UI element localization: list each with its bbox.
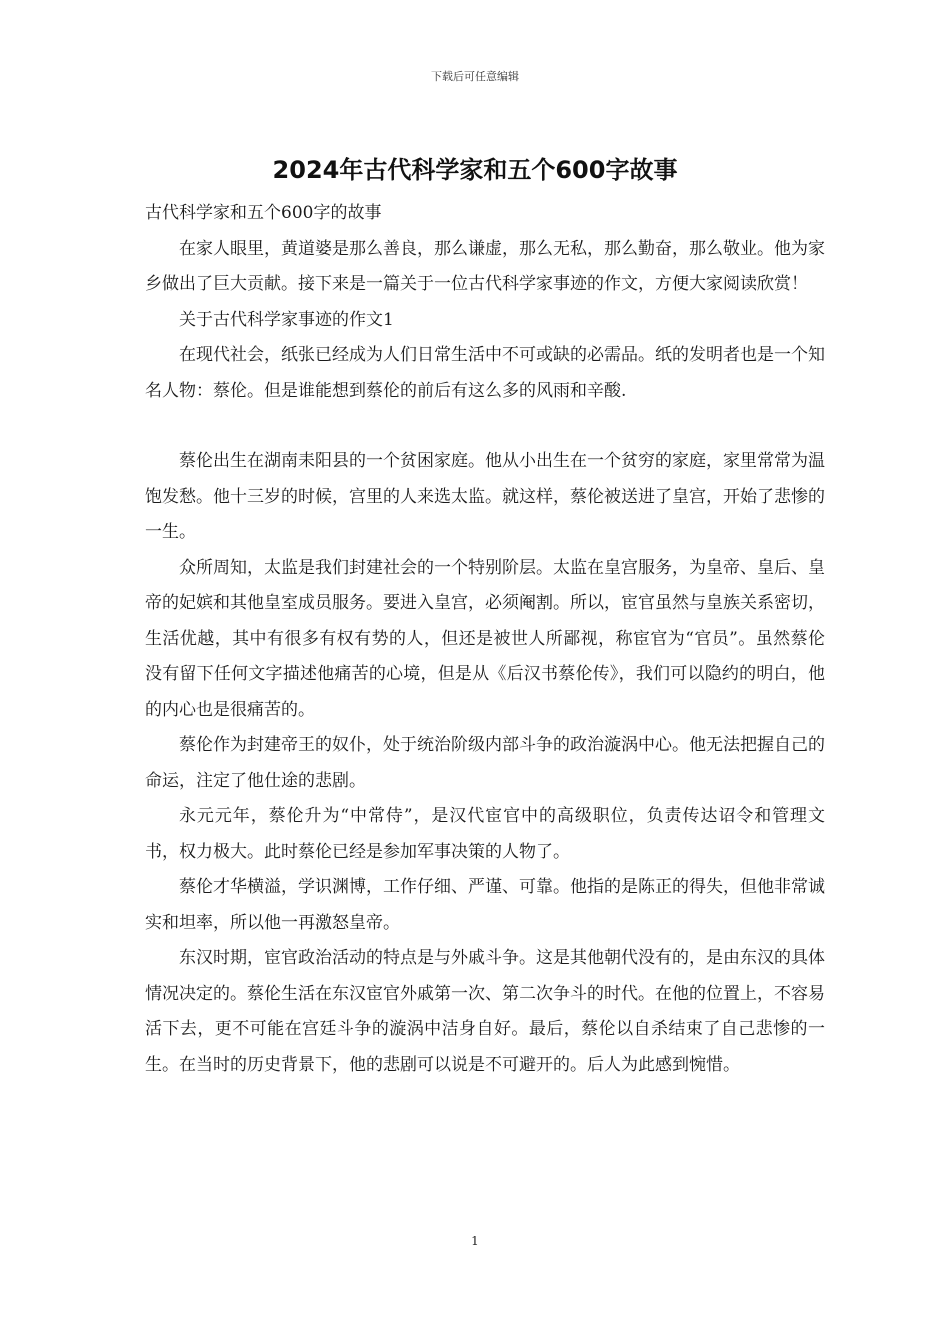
subtitle: 古代科学家和五个600字的故事 bbox=[145, 203, 382, 223]
section-heading: 关于古代科学家事迹的作文1 bbox=[179, 309, 394, 330]
header-note: 下载后可任意编辑 bbox=[431, 70, 519, 83]
body-paragraph: 众所周知，太监是我们封建社会的一个特别阶层。太监在皇宫服务，为皇帝、皇后、皇帝的妃嫔和其他皇室成员服务。要进入皇宫，必须阉割。所以，宦官虽然与皇族关系密切，生活优越，其中有很多有权有势的人，但还是被世人所鄙视，称宦官为“官员”。虽然蔡伦没有留下任何文字描述他痛苦的心境，但是从《后汉书蔡伦传》，我们可以隐约的明白，他的内心也是很痛苦的。 bbox=[145, 557, 825, 720]
body-paragraph: 蔡伦才华横溢，学识渊博，工作仔细、严谨、可靠。他指的是陈正的得失，但他非常诚实和坦率，所以他一再激怒皇帝。 bbox=[145, 877, 825, 933]
document-title: 2024年古代科学家和五个600字故事 bbox=[272, 156, 678, 184]
paragraph-first: 在现代社会，纸张已经成为人们日常生活中不可或缺的必需品。纸的发明者也是一个知名人物：蔡伦。但是谁能想到蔡伦的前后有这么多的风雨和辛酸. bbox=[145, 345, 825, 401]
page-number: 1 bbox=[471, 1234, 479, 1248]
intro-paragraph: 在家人眼里，黄道婆是那么善良，那么谦虚，那么无私，那么勤奋，那么敬业。他为家乡做出了巨大贡献。接下来是一篇关于一位古代科学家事迹的作文，方便大家阅读欣赏！ bbox=[145, 238, 825, 294]
document-body bbox=[145, 196, 825, 1083]
body-paragraph: 蔡伦作为封建帝王的奴仆，处于统治阶级内部斗争的政治漩涡中心。他无法把握自己的命运，注定了他仕途的悲剧。 bbox=[145, 735, 825, 791]
body-paragraph: 蔡伦出生在湖南耒阳县的一个贫困家庭。他从小出生在一个贫穷的家庭，家里常常为温饱发愁。他十三岁的时候，宫里的人来选太监。就这样，蔡伦被送进了皇宫，开始了悲惨的一生。 bbox=[145, 451, 825, 542]
body-paragraph: 东汉时期，宦官政治活动的特点是与外戚斗争。这是其他朝代没有的，是由东汉的具体情况决定的。蔡伦生活在东汉宦官外戚第一次、第二次争斗的时代。在他的位置上，不容易活下去，更不可能在宫廷斗争的漩涡中洁身自好。最后，蔡伦以自杀结束了自己悲惨的一生。在当时的历史背景下，他的悲剧可以说是不可避开的。后人为此感到惋惜。 bbox=[145, 948, 825, 1075]
paragraph-spacer bbox=[145, 409, 825, 444]
body-paragraph: 永元元年，蔡伦升为“中常侍”，是汉代宦官中的高级职位，负责传达诏令和管理文书，权力极大。此时蔡伦已经是参加军事决策的人物了。 bbox=[145, 806, 825, 862]
